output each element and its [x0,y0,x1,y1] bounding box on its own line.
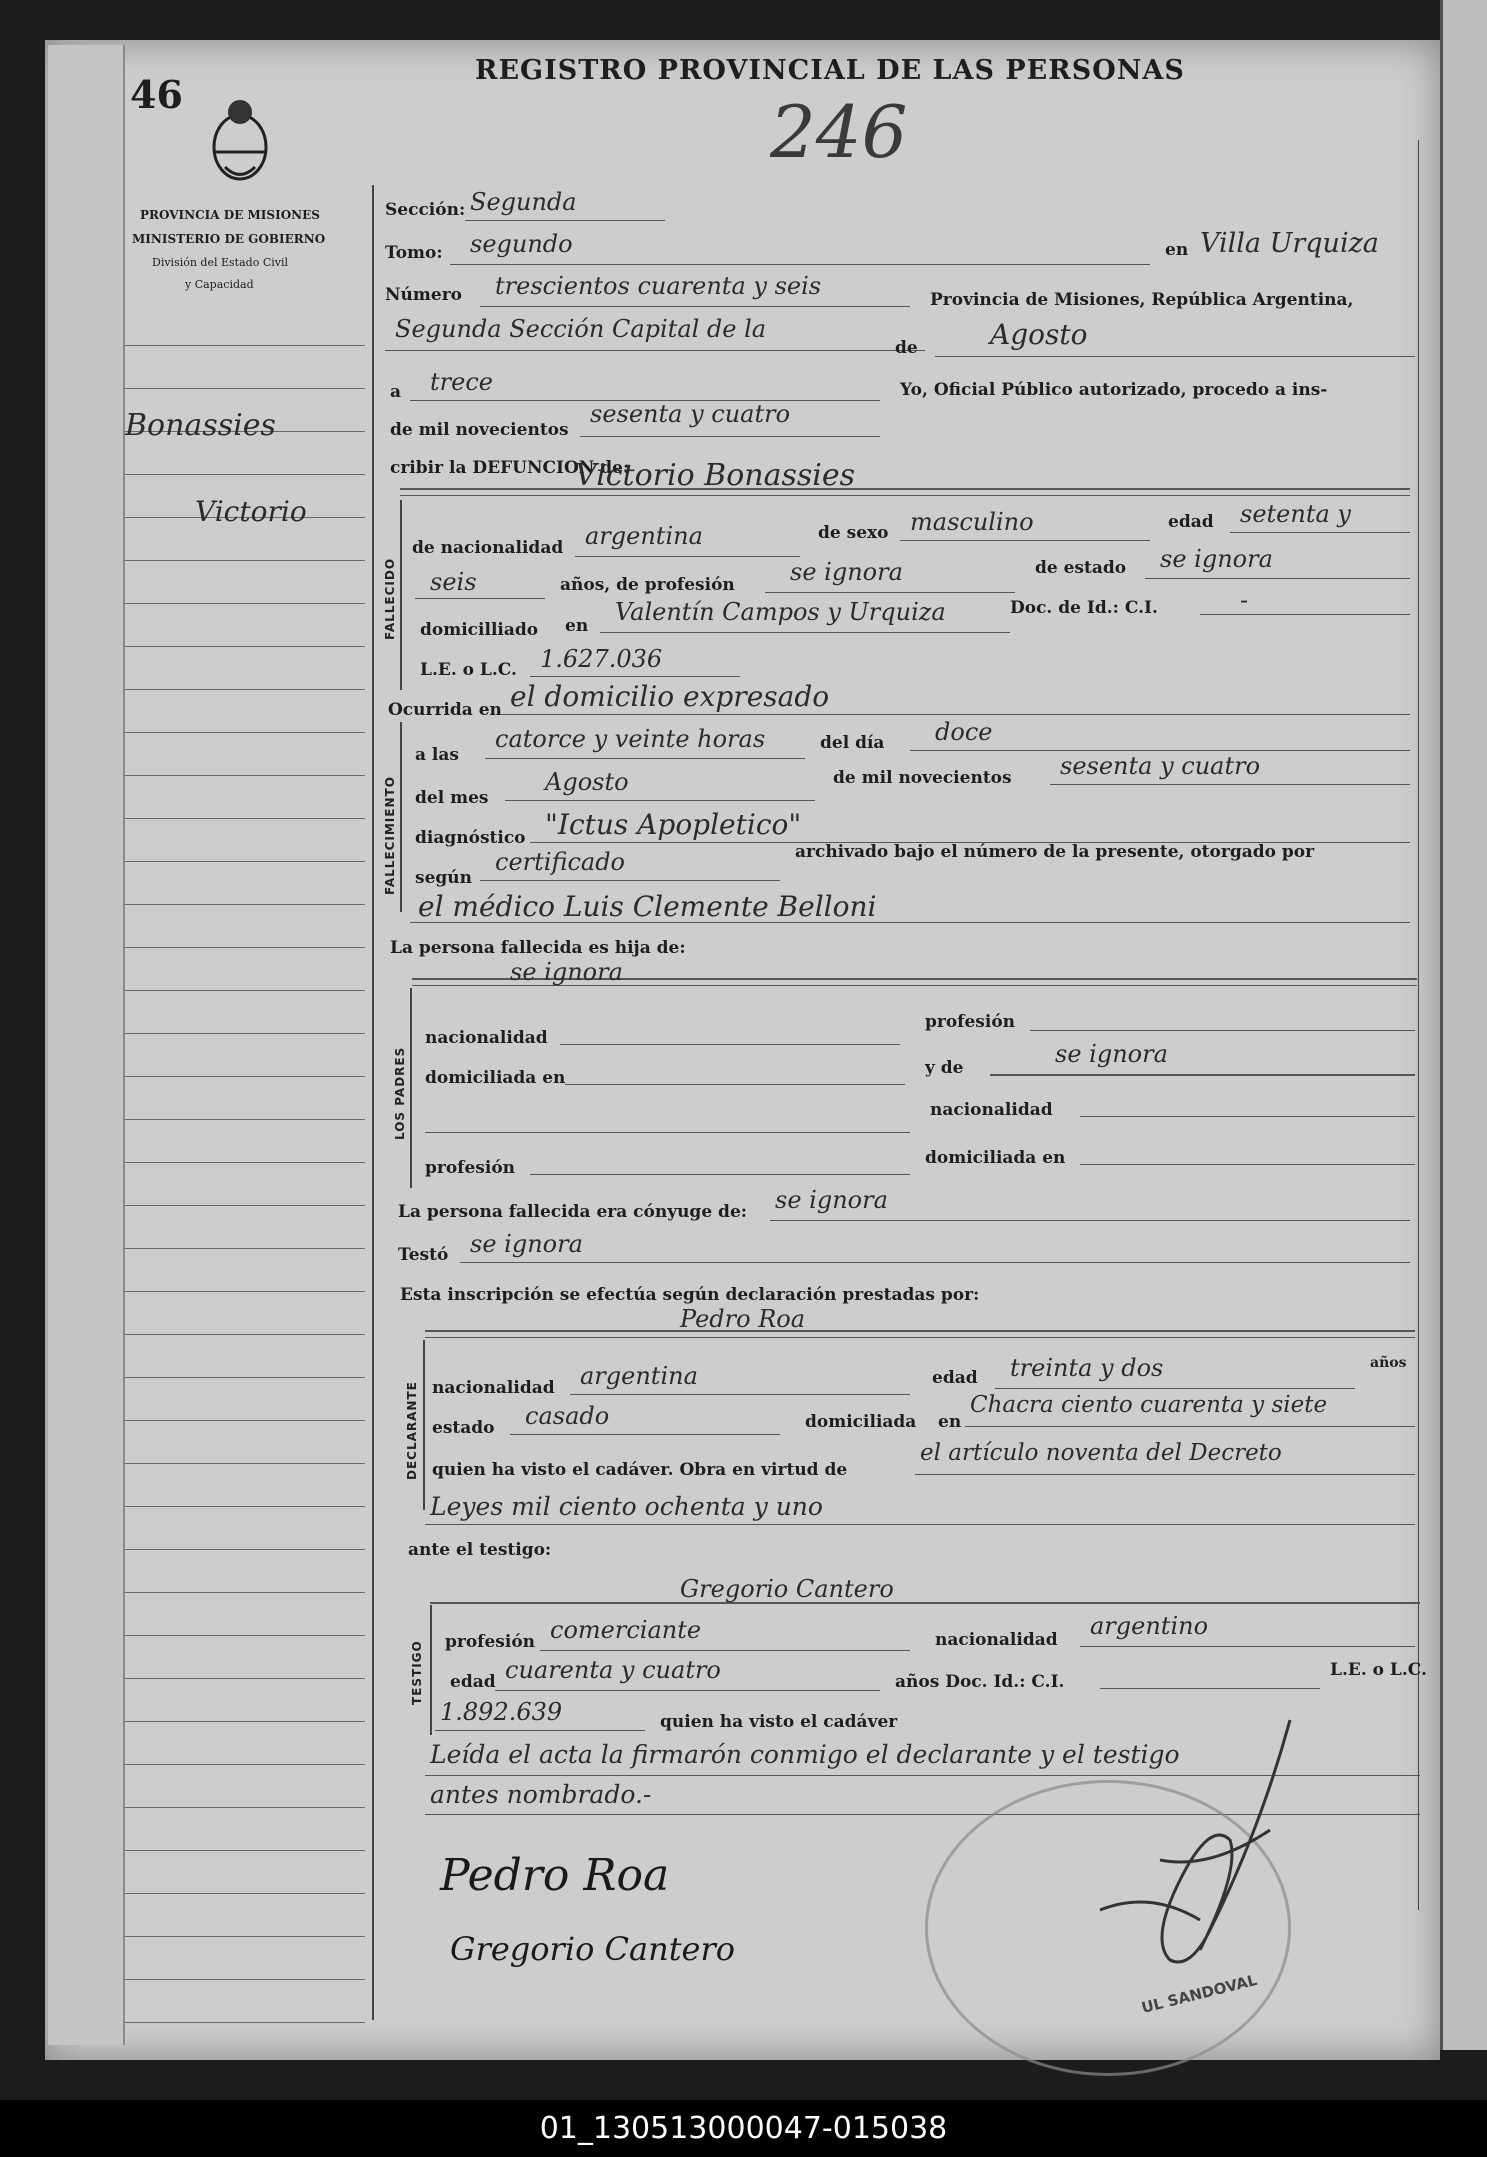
label-doc-id: Doc. de Id.: C.I. [1010,598,1158,618]
label-diagnostico: diagnóstico [415,828,526,848]
label-del-mes: del mes [415,788,489,808]
label-testigo-le-lc: L.E. o L.C. [1330,1660,1427,1680]
label-segun: según [415,868,472,888]
value-declarante: Pedro Roa [680,1305,806,1333]
binding-strip [48,45,125,2045]
label-yo-oficial: Yo, Oficial Público autorizado, procedo a ins- [900,380,1328,400]
value-mes-fall: Agosto [545,768,629,796]
margin-rule [125,1764,365,1765]
value-otorgado: el médico Luis Clemente Belloni [418,890,877,923]
side-label-declarante: DECLARANTE [405,1381,419,1480]
margin-rule [125,947,365,948]
value-declarante-obra: el artículo noventa del Decreto [920,1440,1282,1466]
value-dia: trece [430,368,493,396]
value-anio-fall: sesenta y cuatro [1060,752,1261,780]
value-ci: - [1240,586,1249,614]
label-edad: edad [1168,512,1214,532]
act-number-handwritten: 246 [770,90,908,174]
margin-rule [125,689,365,690]
org-line-3: División del Estado Civil [152,256,289,269]
org-line-4: y Capacidad [185,278,254,291]
label-padre-profesion-2: profesión [425,1158,516,1178]
value-declarante-estado: casado [525,1402,610,1430]
margin-rule [125,1205,365,1206]
margin-rule [125,1549,365,1550]
margin-surname: Bonassies [125,408,276,443]
value-declarante-domicilio: Chacra ciento cuarenta y siete [970,1392,1328,1418]
org-line-1: PROVINCIA DE MISIONES [140,208,320,222]
margin-rule [125,560,365,561]
value-testigo-profesion: comerciante [550,1616,702,1644]
label-testigo-anos-doc: años Doc. Id.: C.I. [895,1672,1065,1692]
label-ocurrida: Ocurrida en [388,700,502,720]
label-ante-testigo: ante el testigo: [408,1540,552,1560]
margin-rule [125,1076,365,1077]
label-declarante-estado: estado [432,1418,495,1438]
label-conyuge: La persona fallecida era cónyuge de: [398,1202,748,1222]
value-nacionalidad: argentina [585,522,703,550]
value-declarante-nacionalidad: argentina [580,1362,698,1390]
label-padre-profesion: profesión [925,1012,1016,1032]
margin-rule [125,1893,365,1894]
label-declarante-nacionalidad: nacionalidad [432,1378,555,1398]
label-padre-nacionalidad: nacionalidad [425,1028,548,1048]
side-label-testigo: TESTIGO [410,1640,424,1705]
value-cierre: Leída el acta la firmarón conmigo el declarante y el testigo [430,1740,1180,1769]
margin-rule [125,1248,365,1249]
label-declarante-cadaver: quien ha visto el cadáver. Obra en virtud de [432,1460,848,1480]
label-le-lc: L.E. o L.C. [420,660,517,680]
value-tomo: segundo [470,230,573,258]
label-testigo-nacionalidad: nacionalidad [935,1630,1058,1650]
value-nombre: Victorio Bonassies [575,458,856,493]
label-madre-domiciliada: domiciliada en [925,1148,1066,1168]
margin-rule [125,775,365,776]
margin-rule [125,1807,365,1808]
margin-rule [125,345,365,346]
value-hora: catorce y veinte horas [495,725,766,753]
margin-rule [125,1850,365,1851]
margin-rule [125,603,365,604]
value-sexo: masculino [910,508,1034,536]
label-anos-profesion: años, de profesión [560,575,735,595]
value-dia-fall: doce [935,718,993,746]
margin-rule [125,1162,365,1163]
margin-rule [125,1979,365,1980]
value-testigo-edad: cuarenta y cuatro [505,1656,721,1684]
label-declarante-domiciliada: domiciliada [805,1412,917,1432]
label-a-las: a las [415,745,459,765]
label-padre-domiciliada: domiciliada en [425,1068,566,1088]
label-nacionalidad: de nacionalidad [412,538,564,558]
label-de-mil: de mil novecientos [390,420,569,440]
label-declarante-en: en [938,1412,962,1432]
value-numero: trescientos cuarenta y seis [495,272,822,300]
margin-rule [125,1506,365,1507]
margin-rule [125,646,365,647]
side-label-los-padres: LOS PADRES [393,1046,407,1140]
label-domicilio-en: en [565,616,589,636]
margin-rule [125,1721,365,1722]
label-testigo-cadaver: quien ha visto el cadáver [660,1712,898,1732]
value-domicilio: Valentín Campos y Urquiza [615,598,946,626]
margin-rule [125,1936,365,1937]
value-testo: se ignora [470,1230,583,1258]
value-testigo-nacionalidad: argentino [1090,1612,1209,1640]
label-a: a [390,382,402,402]
value-profesion: se ignora [790,558,903,586]
coat-of-arms-icon [205,92,275,192]
label-numero: Número [385,285,462,305]
next-page-edge [1440,0,1487,2050]
signature-declarante: Pedro Roa [440,1850,670,1901]
label-de-mil-nov: de mil novecientos [833,768,1012,788]
label-en: en [1165,240,1189,260]
label-testo: Testó [398,1245,449,1265]
label-tomo: Tomo: [385,243,443,263]
label-de: de [895,338,918,358]
value-testigo-doc: 1.892.639 [440,1698,563,1726]
side-label-fallecido: FALLECIDO [383,557,397,640]
margin-rule [125,2022,365,2023]
label-del-dia: del día [820,733,885,753]
value-madre: se ignora [1055,1040,1168,1068]
register-title: REGISTRO PROVINCIAL DE LAS PERSONAS [475,55,1185,86]
margin-rule [125,1334,365,1335]
margin-rule [125,388,365,389]
value-testigo: Gregorio Cantero [680,1575,894,1603]
label-seccion: Sección: [385,200,466,220]
label-hija-de: La persona fallecida es hija de: [390,938,686,958]
label-inscripcion: Esta inscripción se efectúa según declaración prestadas por: [400,1285,980,1305]
margin-rule [125,1635,365,1636]
value-numero-cont: Segunda Sección Capital de la [395,315,767,343]
margin-rule [125,818,365,819]
side-label-fallecimiento: FALLECIMIENTO [383,776,397,895]
margin-rule [125,990,365,991]
signature-testigo: Gregorio Cantero [450,1930,736,1968]
label-archivado: archivado bajo el número de la presente, otorgado por [795,842,1315,862]
margin-rule [125,1463,365,1464]
label-cribir: cribir la DEFUNCION de: [390,458,630,478]
value-declarante-edad: treinta y dos [1010,1354,1164,1382]
margin-rule [125,1678,365,1679]
margin-rule [125,1291,365,1292]
margin-rule [125,474,365,475]
value-declarante-obra-cont: Leyes mil ciento ochenta y uno [430,1492,823,1521]
value-cierre-cont: antes nombrado.- [430,1780,652,1809]
value-diagnostico: "Ictus Apopletico" [545,808,802,841]
value-padre: se ignora [510,958,623,986]
value-edad-cont: seis [430,568,477,596]
label-estado: de estado [1035,558,1127,578]
margin-rule [125,1420,365,1421]
margin-rule [125,1377,365,1378]
value-edad: setenta y [1240,500,1351,528]
label-declarante-anos: años [1370,1355,1407,1371]
margin-rule [125,904,365,905]
org-line-2: MINISTERIO DE GOBIERNO [132,232,326,246]
margin-rule [125,732,365,733]
label-provincia: Provincia de Misiones, República Argentina, [930,290,1354,310]
label-testigo-profesion: profesión [445,1632,536,1652]
value-seccion: Segunda [470,188,577,216]
page-number: 46 [130,72,183,117]
value-le-lc: 1.627.036 [540,645,663,673]
value-conyuge: se ignora [775,1186,888,1214]
form-right-border [1418,140,1419,1910]
margin-rule [125,1033,365,1034]
label-y-de: y de [925,1058,964,1078]
label-sexo: de sexo [818,523,889,543]
label-madre-nacionalidad: nacionalidad [930,1100,1053,1120]
value-mes: Agosto [990,318,1088,351]
label-declarante-edad: edad [932,1368,978,1388]
value-anio: sesenta y cuatro [590,400,791,428]
official-signature-scribble [1060,1710,1320,2010]
value-estado: se ignora [1160,545,1273,573]
margin-rule [125,861,365,862]
margin-separator [372,185,374,2020]
label-testigo-edad: edad [450,1672,496,1692]
margin-given-name: Victorio [195,495,307,528]
value-lugar: Villa Urquiza [1200,228,1379,259]
margin-rule [125,1592,365,1593]
stamp-text: UL SANDOVAL [1139,1970,1259,2018]
value-ocurrida: el domicilio expresado [510,680,830,713]
margin-rule [125,1119,365,1120]
image-id-footer: 01_130513000047-015038 [0,2100,1487,2157]
label-domiciliado: domicilliado [420,620,539,640]
value-segun: certificado [495,848,626,876]
